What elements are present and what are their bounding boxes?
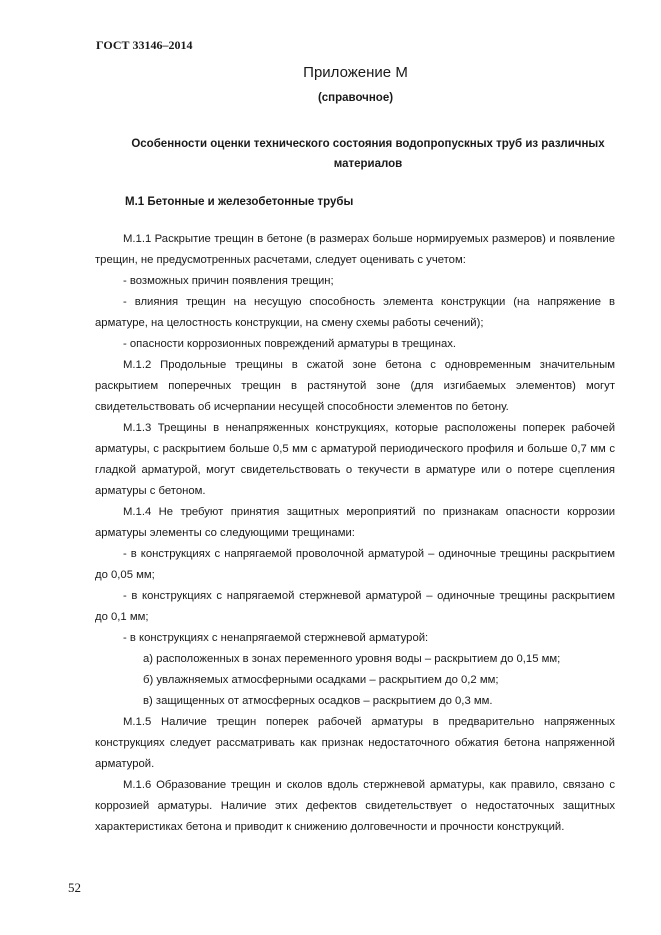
sub-list-item: а) расположенных в зонах переменного уровня воды – раскрытием до 0,15 мм;: [143, 653, 561, 665]
paragraph-m-1-4: М.1.4 Не требуют принятия защитных мероприятий по признакам опасности коррозии арматуры элементы со следующими трещинами:: [95, 506, 615, 539]
appendix-note: (справочное): [317, 92, 394, 104]
list-item: - возможных причин появления трещин;: [123, 275, 334, 287]
list-item: - влияния трещин на несущую способность элемента конструкции (на напряжение в арматуре, на целостность конструкции, на смену схемы работы сечений);: [95, 296, 615, 329]
sub-list-item: б) увлажняемых атмосферными осадками – раскрытием до 0,2 мм;: [143, 674, 499, 686]
document-code: ГОСТ 33146–2014: [96, 38, 193, 52]
list-item: - в конструкциях с ненапрягаемой стержневой арматурой:: [123, 632, 429, 644]
paragraph-m-1-5: М.1.5 Наличие трещин поперек рабочей арматуры в предварительно напряженных конструкциях следует рассматривать как признак недостаточного обжатия бетона напряженной арматурой.: [95, 716, 615, 770]
page-number: 52: [68, 880, 81, 895]
body-text: [95, 229, 615, 838]
appendix-title: Приложение М: [303, 64, 408, 81]
list-item: - в конструкциях с напрягаемой стержневой арматурой – одиночные трещины раскрытием до 0,1 мм;: [95, 590, 615, 623]
list-item: - опасности коррозионных повреждений арматуры в трещинах.: [123, 338, 457, 350]
paragraph-m-1-1: М.1.1 Раскрытие трещин в бетоне (в размерах больше нормируемых размеров) и появление трещин, не предусмотренных расчетами, следует оценивать с учетом:: [95, 233, 615, 266]
list-item: - в конструкциях с напрягаемой проволочной арматурой – одиночные трещины раскрытием до 0,05 мм;: [95, 548, 615, 581]
subsection-title: М.1 Бетонные и железобетонные трубы: [125, 196, 354, 208]
paragraph-m-1-3: М.1.3 Трещины в ненапряженных конструкциях, которые расположены поперек рабочей арматуры, с раскрытием больше 0,5 мм с арматурой периодического профиля и больше 0,7 мм с гладкой арматурой, могут свидетельствовать о текучести в арматуре или о потере сцепления арматуры с бетоном.: [95, 422, 615, 497]
sub-list-item: в) защищенных от атмосферных осадков – раскрытием до 0,3 мм.: [143, 695, 493, 707]
paragraph-m-1-2: М.1.2 Продольные трещины в сжатой зоне бетона с одновременным значительным раскрытием поперечных трещин в растянутой зоне (для изгибаемых элементов) могут свидетельствовать об исчерпании несущей способности элементов по бетону.: [95, 359, 615, 413]
section-title: Особенности оценки технического состояния водопропускных труб из различных материалов: [131, 138, 605, 170]
paragraph-m-1-6: М.1.6 Образование трещин и сколов вдоль стержневой арматуры, как правило, связано с коррозией арматуры. Наличие этих дефектов свидетельствует о недостаточных защитных характеристиках бетона и приводит к снижению долговечности и прочности конструкций.: [95, 779, 615, 833]
